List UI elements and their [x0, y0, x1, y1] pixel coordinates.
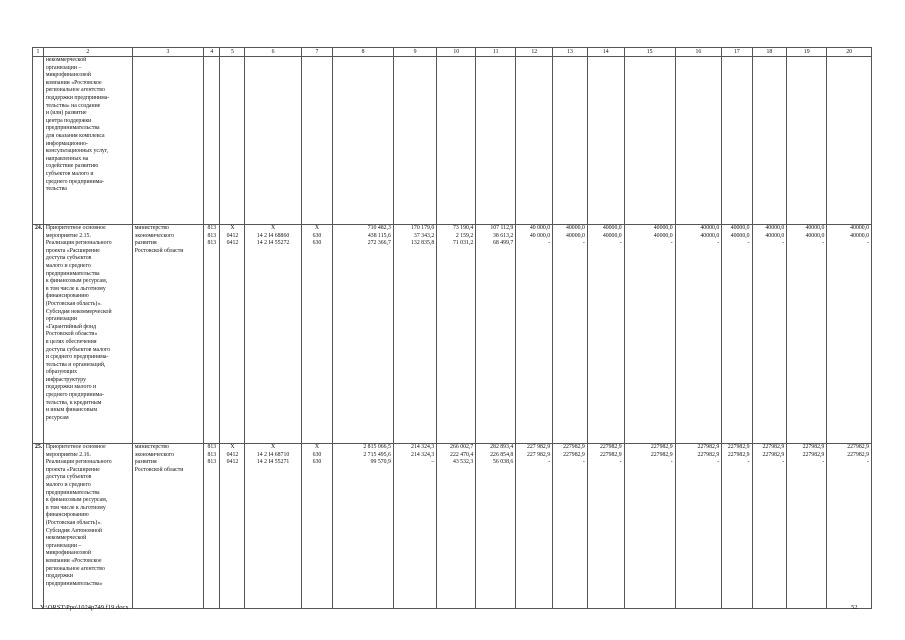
text-line: Приоритетное основное	[45, 444, 106, 450]
value-cell-col-8	[333, 444, 394, 609]
value-cell-col-15	[624, 225, 675, 444]
value-stack	[439, 225, 473, 248]
value-cell-col-7	[301, 225, 332, 444]
value-stack	[627, 225, 673, 248]
value-cell-col-4	[204, 225, 220, 444]
value-cell-col-7	[301, 444, 332, 609]
text-line: инфраструктуру	[45, 376, 86, 383]
cell-value: 38 613,2	[493, 232, 514, 239]
text-line: к финансовым ресурсам,	[45, 278, 108, 285]
text-line: развития	[134, 459, 157, 466]
text-line: Реализация регионального	[45, 240, 112, 247]
row-number: 25.	[33, 444, 44, 609]
cell-value: 40000,0	[700, 225, 720, 231]
cell-value: 630	[312, 240, 322, 247]
cell-value: X	[230, 444, 235, 450]
column-number-10: 10	[437, 48, 476, 57]
value-stack	[590, 225, 622, 248]
value-cell-col-15	[624, 444, 675, 609]
cell-value: 813	[207, 240, 217, 247]
value-stack	[789, 225, 824, 248]
cell-value: 68 499,7	[493, 240, 514, 247]
cell-value: -	[717, 459, 720, 466]
text-line: ресурсам	[45, 414, 69, 421]
empty-cell	[393, 57, 436, 225]
value-cell-col-19	[787, 225, 827, 444]
value-stack	[206, 444, 217, 467]
cell-value: 227982,9	[727, 444, 750, 450]
empty-cell	[220, 57, 245, 225]
cell-value: 2 715 495,6	[363, 451, 391, 458]
value-cell-col-6	[245, 225, 301, 444]
empty-cell	[476, 57, 516, 225]
cell-value: X	[270, 225, 276, 231]
cell-value: X	[314, 444, 320, 450]
text-line: министерство	[134, 444, 169, 450]
text-line: министерство	[134, 225, 169, 231]
column-number-7: 7	[301, 48, 332, 57]
cell-value: 227982,9	[697, 444, 720, 450]
cell-value: 99 570,9	[370, 459, 391, 466]
cell-value: 40000,0	[566, 225, 585, 231]
text-line: региональное агентство	[45, 87, 105, 94]
cell-value: -	[867, 240, 869, 247]
empty-cell	[624, 57, 675, 225]
value-stack	[247, 444, 298, 467]
text-line: направленных на	[45, 155, 89, 162]
cell-value: 40000,0	[730, 232, 750, 239]
text-line: к финансовым ресурсам,	[45, 497, 108, 504]
empty-cell	[752, 57, 787, 225]
cell-value: 227982,9	[762, 444, 785, 450]
cell-value: -	[747, 240, 750, 247]
cell-value: 170 179,0	[411, 225, 435, 231]
measure-name	[46, 444, 130, 588]
text-line: для оказания комплекса	[45, 132, 105, 139]
cell-value: 40000,0	[653, 232, 673, 239]
column-number-2: 2	[43, 48, 132, 57]
text-line: мероприятие 2.15.	[45, 232, 91, 239]
value-cell-col-10	[437, 225, 476, 444]
cell-value: 438 115,6	[367, 232, 391, 239]
empty-cell	[437, 57, 476, 225]
text-line: тельства, к кредитным	[45, 399, 102, 406]
cell-value: -	[582, 240, 585, 247]
column-number-4: 4	[204, 48, 220, 57]
text-line: поддержки	[45, 573, 73, 580]
text-line: микрофинансовой	[45, 72, 92, 79]
cell-value: 227982,9	[599, 444, 622, 450]
cell-value: 40 000,0	[529, 232, 551, 239]
cell-value: 56 038,6	[493, 459, 514, 466]
value-stack	[439, 444, 473, 467]
column-number-13: 13	[553, 48, 588, 57]
value-stack	[396, 444, 434, 467]
cell-value: 266 002,7	[450, 444, 474, 450]
cell-value: 222 470,4	[450, 451, 474, 458]
cell-value: 272 366,7	[367, 240, 391, 247]
text-line: тельства» на создание	[45, 102, 101, 109]
cell-value: 2 815 066,5	[363, 444, 391, 450]
responsible-executor	[135, 225, 202, 255]
text-line: экономического	[134, 232, 175, 239]
responsible-executor	[135, 444, 202, 474]
value-cell-col-10	[437, 444, 476, 609]
cell-value: 107 112,9	[490, 225, 514, 231]
text-line: доступа субъектов	[45, 474, 92, 481]
text-line: в том числе к льготному	[45, 504, 106, 511]
value-cell-col-17	[722, 225, 752, 444]
empty-cell	[722, 57, 752, 225]
file-path-footer: Y:\ORST\Ppo\1024p749.f19.docx	[40, 604, 129, 611]
value-stack	[555, 225, 585, 248]
continuation-row	[33, 57, 872, 225]
value-cell-col-6	[245, 444, 301, 609]
value-cell-col-9	[393, 444, 436, 609]
text-line: организации	[45, 316, 77, 323]
value-stack	[222, 225, 242, 248]
cell-value: 40000,0	[700, 232, 720, 239]
text-line: центра поддержки	[45, 117, 92, 124]
cell-value: 40000,0	[805, 225, 825, 231]
cell-value: 227982,9	[563, 444, 585, 450]
value-stack	[206, 225, 217, 248]
value-cell-col-18	[752, 444, 787, 609]
empty-cell	[675, 57, 722, 225]
value-cell-col-8	[333, 225, 394, 444]
text-line: Ростовской области	[134, 247, 184, 254]
value-stack	[396, 225, 434, 248]
cell-value: 40000,0	[805, 232, 825, 239]
text-line: тельства	[45, 186, 67, 193]
cont-num-cell	[33, 57, 44, 225]
column-number-19: 19	[787, 48, 827, 57]
value-cell-col-14	[587, 225, 624, 444]
cell-value: 227982,9	[847, 444, 869, 450]
text-line: в целях обеспечения	[45, 338, 97, 345]
text-line: «Гарантийный фонд	[45, 323, 97, 330]
cell-value: 282 893,4	[490, 444, 514, 450]
cell-value: -	[619, 459, 622, 466]
text-line: Ростовской области	[134, 466, 184, 473]
cell-value: 227982,9	[563, 451, 585, 458]
cell-value: 813	[207, 225, 217, 231]
cell-value: -	[747, 459, 750, 466]
text-line: предпринимательства	[45, 125, 100, 132]
text-line: малого и среднего	[45, 262, 91, 269]
cell-value: 630	[312, 451, 322, 458]
text-line: предпринимательства»	[45, 580, 103, 587]
responsible-cell	[132, 225, 204, 444]
text-line: и среднего предпринима-	[45, 354, 109, 361]
column-number-5: 5	[220, 48, 245, 57]
measure-row-24	[33, 225, 872, 444]
cell-value: 630	[312, 232, 322, 239]
cell-value: –	[431, 459, 435, 466]
cell-value: 630	[312, 459, 322, 466]
value-stack	[829, 444, 869, 467]
value-stack	[518, 225, 550, 248]
text-line: некоммерческой	[45, 57, 87, 63]
cell-value: -	[822, 240, 825, 247]
column-number-16: 16	[675, 48, 722, 57]
empty-cell	[827, 57, 872, 225]
text-line: компании «Ростовское	[45, 79, 102, 86]
cell-value: 14 2 I4 55272	[256, 240, 290, 247]
value-cell-col-4	[204, 444, 220, 609]
value-stack	[478, 444, 513, 467]
text-line: тельства и организаций,	[45, 361, 106, 368]
cell-value: 227 982,9	[526, 451, 551, 458]
text-line: и иным финансовым	[45, 407, 98, 414]
value-cell-col-17	[722, 444, 752, 609]
cell-value: 0412	[226, 459, 239, 466]
text-line: предпринимательства	[45, 489, 100, 496]
column-number-8: 8	[333, 48, 394, 57]
empty-cell	[553, 57, 588, 225]
column-number-12: 12	[516, 48, 553, 57]
text-line: Ростовской области»	[45, 331, 98, 338]
column-number-18: 18	[752, 48, 787, 57]
cell-value: 14 2 I4 68860	[256, 232, 290, 239]
cell-value: 227982,9	[847, 451, 869, 458]
measure-name-cell	[43, 444, 132, 609]
cell-value: -	[670, 240, 673, 247]
cell-value: -	[782, 459, 785, 466]
text-line: проекта «Расширение	[45, 466, 100, 473]
value-cell-col-16	[675, 444, 722, 609]
empty-cell	[516, 57, 553, 225]
text-line: компании «Ростовское	[45, 557, 102, 564]
value-stack	[590, 444, 622, 467]
empty-cell	[301, 57, 332, 225]
value-stack	[755, 444, 785, 467]
column-number-1: 1	[33, 48, 44, 57]
cell-value: 710 482,3	[367, 225, 391, 231]
cell-value: 227982,9	[802, 451, 825, 458]
text-line: финансированию	[45, 293, 89, 300]
text-line: малого и среднего	[45, 481, 91, 488]
cell-value: 813	[207, 232, 217, 239]
text-line: (Ростовская область)».	[45, 519, 102, 526]
text-line: поддержки малого и	[45, 384, 97, 391]
cell-value: X	[230, 225, 235, 231]
value-stack	[335, 225, 391, 248]
value-stack	[518, 444, 550, 467]
empty-cell	[245, 57, 301, 225]
cell-value: 227982,9	[697, 451, 720, 458]
column-number-17: 17	[722, 48, 752, 57]
cell-value: 71 031,2	[452, 240, 474, 247]
cell-value: -	[582, 459, 585, 466]
cell-value: 14 2 I4 68710	[256, 451, 290, 458]
empty-cell	[587, 57, 624, 225]
value-stack	[247, 225, 298, 248]
cell-value: -	[822, 459, 825, 466]
cell-value: -	[548, 240, 551, 247]
value-stack	[304, 444, 330, 467]
text-line: экономического	[134, 451, 175, 458]
cell-value: 214 324,3	[411, 451, 435, 458]
value-cell-col-19	[787, 444, 827, 609]
text-line: в том числе к льготному	[45, 285, 106, 292]
column-number-row	[33, 48, 872, 57]
cell-value: 40000,0	[602, 232, 622, 239]
cell-value: 813	[207, 459, 217, 466]
cell-value: 214 324,3	[411, 444, 435, 450]
column-number-3: 3	[132, 48, 204, 57]
cell-value: 813	[207, 451, 217, 458]
text-line: образующих	[45, 369, 78, 376]
measure-row-25	[33, 444, 872, 609]
text-line: субъектов малого и	[45, 170, 94, 177]
cell-value: 40000,0	[730, 225, 750, 231]
value-stack	[755, 225, 785, 248]
cell-value: 14 2 I4 55271	[256, 459, 290, 466]
value-stack	[627, 444, 673, 467]
value-cell-col-11	[476, 225, 516, 444]
value-stack	[724, 225, 749, 248]
cell-value: 226 854,8	[490, 451, 514, 458]
empty-cell	[204, 57, 220, 225]
cell-value: 40 000,0	[529, 225, 551, 231]
value-stack	[724, 444, 749, 467]
value-cell-col-20	[827, 225, 872, 444]
text-line: финансированию	[45, 512, 89, 519]
cell-value: 132 835,8	[411, 240, 435, 247]
text-line: среднего предпринима-	[45, 178, 104, 185]
value-cell-col-13	[553, 444, 588, 609]
value-cell-col-13	[553, 225, 588, 444]
value-cell-col-11	[476, 444, 516, 609]
empty-cell	[333, 57, 394, 225]
row-number: 24.	[33, 225, 44, 444]
cell-value: 227982,9	[802, 444, 825, 450]
cell-value: 227982,9	[650, 451, 673, 458]
value-stack	[829, 225, 869, 248]
text-line: мероприятие 2.16.	[45, 451, 91, 458]
text-line: (Ростовская область)».	[45, 300, 102, 307]
column-number-11: 11	[476, 48, 516, 57]
text-line: поддержки предпринима-	[45, 94, 110, 101]
text-line: Субсидия Автономной	[45, 527, 102, 534]
value-stack	[678, 444, 720, 467]
text-line: информационно-	[45, 140, 88, 147]
cell-value: 813	[207, 444, 217, 450]
page-number: 52	[851, 604, 858, 611]
text-line: Субсидия некоммерческой	[45, 308, 112, 315]
cell-value: 40000,0	[765, 225, 785, 231]
cell-value: 40000,0	[602, 225, 622, 231]
value-stack	[789, 444, 824, 467]
cell-value: 37 343,2	[413, 232, 435, 239]
budget-table	[32, 47, 872, 609]
text-line: организации –	[45, 542, 82, 549]
cell-value: 40000,0	[566, 232, 585, 239]
text-line: микрофинансовой	[45, 550, 92, 557]
column-number-14: 14	[587, 48, 624, 57]
value-cell-col-14	[587, 444, 624, 609]
column-number-9: 9	[393, 48, 436, 57]
column-number-20: 20	[827, 48, 872, 57]
value-cell-col-16	[675, 225, 722, 444]
cell-value: 43 532,3	[452, 459, 474, 466]
cell-value: 227982,9	[650, 444, 673, 450]
value-cell-col-5	[220, 444, 245, 609]
measure-name	[46, 225, 130, 422]
text-line: Реализация регионального	[45, 459, 112, 466]
measure-name-cell	[43, 225, 132, 444]
text-line: проекта «Расширение	[45, 247, 100, 254]
cell-value: 227982,9	[762, 451, 785, 458]
text-line: организации –	[45, 64, 82, 71]
value-stack	[335, 444, 391, 467]
cell-value: 40000,0	[653, 225, 673, 231]
cell-value: 0412	[226, 240, 239, 247]
text-line: региональное агентство	[45, 565, 105, 572]
value-stack	[678, 225, 720, 248]
value-stack	[555, 444, 585, 467]
cell-value: -	[548, 459, 551, 466]
value-cell-col-9	[393, 225, 436, 444]
value-stack	[304, 225, 330, 248]
text-line: некоммерческой	[45, 535, 87, 542]
cell-value: 40000,0	[850, 232, 869, 239]
text-line: консультационных услуг,	[45, 148, 108, 155]
value-cell-col-12	[516, 225, 553, 444]
text-line: предпринимательства	[45, 270, 100, 277]
cell-value: 73 190,4	[452, 225, 474, 231]
cell-value: 0412	[226, 232, 239, 239]
responsible-cell	[132, 444, 204, 609]
text-line: Приоритетное основное	[45, 225, 106, 231]
value-cell-col-18	[752, 225, 787, 444]
column-number-6: 6	[245, 48, 301, 57]
value-cell-col-5	[220, 225, 245, 444]
cell-value: 227982,9	[727, 451, 750, 458]
text-line: доступа субъектов малого	[45, 346, 111, 353]
cell-value: -	[782, 240, 785, 247]
cell-value: -	[717, 240, 720, 247]
value-stack	[478, 225, 513, 248]
text-line: содействие развитию	[45, 163, 99, 170]
value-cell-col-12	[516, 444, 553, 609]
column-number-15: 15	[624, 48, 675, 57]
text-line: и (или) развитие	[45, 110, 87, 117]
cell-value: 2 159,2	[455, 232, 474, 239]
text-line: среднего предпринима-	[45, 392, 104, 399]
cell-value: 40000,0	[850, 225, 869, 231]
text-line: доступа субъектов	[45, 255, 92, 262]
cell-value: -	[619, 240, 622, 247]
cell-value: 227 982,9	[526, 444, 551, 450]
cell-value: -	[867, 459, 869, 466]
empty-cell	[132, 57, 204, 225]
empty-cell	[787, 57, 827, 225]
value-stack	[222, 444, 242, 467]
cell-value: -	[670, 459, 673, 466]
cell-value: 227982,9	[599, 451, 622, 458]
value-cell-col-20	[827, 444, 872, 609]
cont-name-cell	[43, 57, 132, 225]
cell-value: X	[314, 225, 320, 231]
cell-value: 0412	[226, 451, 239, 458]
cell-value: X	[270, 444, 276, 450]
cell-value: 40000,0	[765, 232, 785, 239]
text-line: развития	[134, 240, 157, 247]
